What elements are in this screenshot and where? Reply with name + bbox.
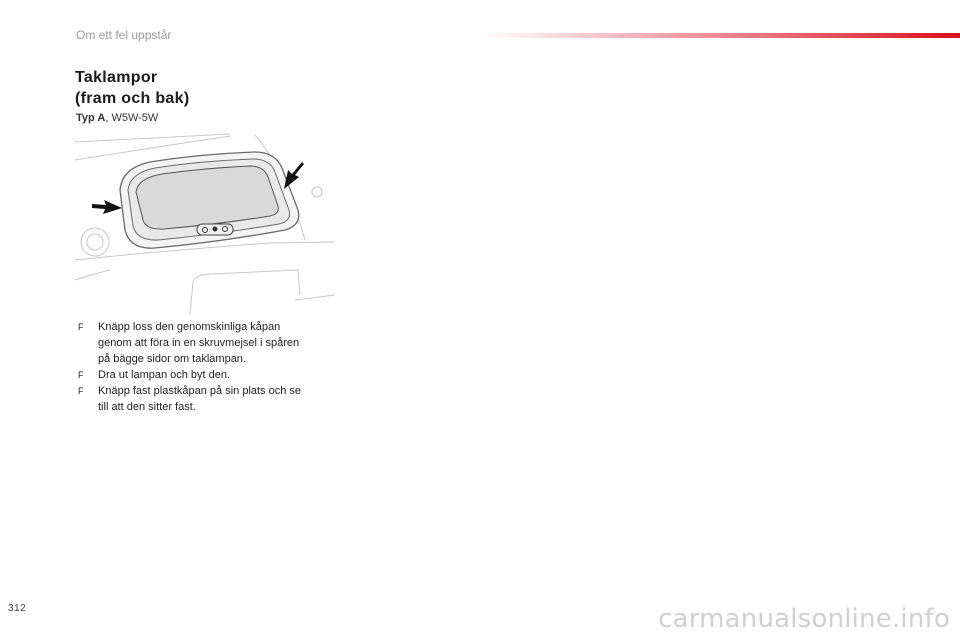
instruction-line: till att den sitter fast.	[98, 401, 196, 413]
instruction-line: Dra ut lampan och byt den.	[98, 369, 231, 381]
instruction-line: Knäpp loss den genomskinliga kåpan	[98, 321, 281, 333]
bulb-type-line	[76, 112, 158, 124]
bullet-icon: F	[78, 370, 84, 380]
bulb-type-label: Typ A	[76, 112, 106, 124]
chapter-title: Om ett fel uppstår	[76, 28, 172, 42]
ceiling-lamp-illustration	[70, 130, 340, 315]
bullet-icon: F	[78, 386, 84, 396]
header-accent-bar	[480, 33, 960, 38]
lamp-housing	[120, 152, 299, 248]
bulb-type-value: , W5W-5W	[105, 112, 159, 124]
instruction-line: på bägge sidor om taklampan.	[98, 353, 246, 365]
right-arrow-icon	[284, 162, 304, 189]
instruction-line: Knäpp fast plastkåpan på sin plats och se	[98, 385, 302, 397]
instruction-list	[78, 319, 338, 415]
bullet-icon: F	[78, 322, 84, 332]
section-title	[75, 67, 189, 109]
watermark: carmanualsonline.info	[658, 604, 950, 634]
page-number: 312	[8, 603, 27, 614]
instruction-item	[78, 383, 338, 415]
instruction-line: genom att föra in en skruvmejsel i spåren	[98, 337, 300, 349]
section-title-line2: (fram och bak)	[75, 90, 190, 107]
instruction-item	[78, 319, 338, 367]
left-arrow-icon	[92, 200, 122, 214]
section-title-line1: Taklampor	[75, 69, 158, 86]
lamp-switch	[197, 224, 233, 235]
instruction-item	[78, 367, 338, 383]
